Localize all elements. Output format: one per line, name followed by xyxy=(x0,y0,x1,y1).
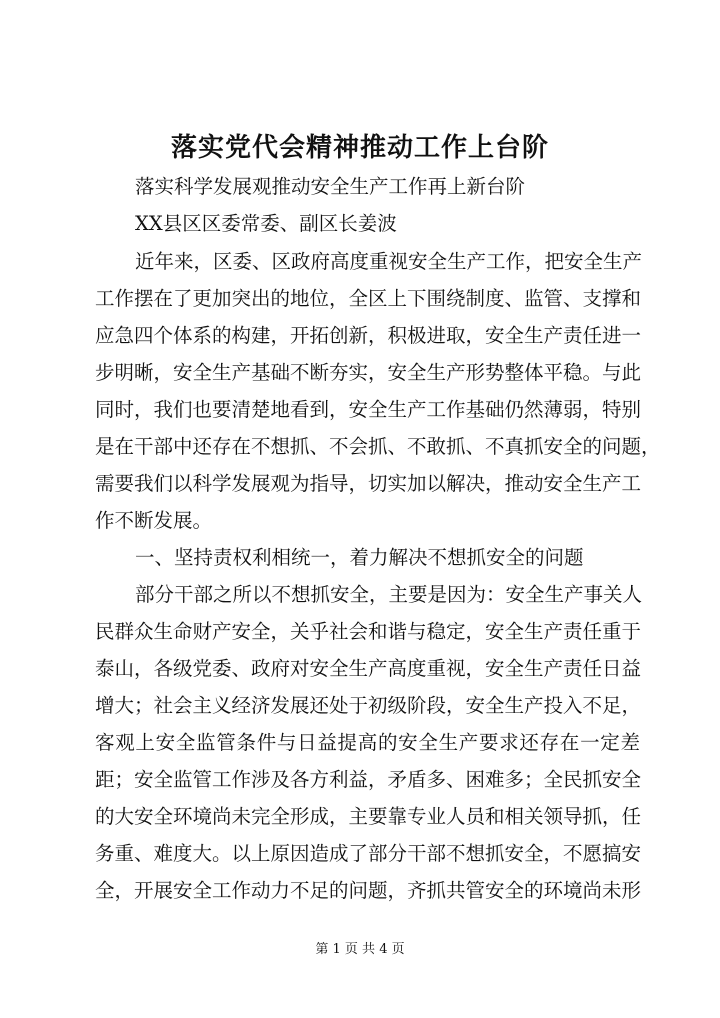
document-author: XX县区区委常委、副区长姜波 xyxy=(135,212,397,235)
paragraph-line: 步明晰，安全生产基础不断夯实，安全生产形势整体平稳。与此 xyxy=(95,361,642,384)
paragraph-line: 作不断发展。 xyxy=(95,509,213,532)
paragraph-line: 需要我们以科学发展观为指导，切实加以解决，推动安全生产工 xyxy=(95,472,642,495)
paragraph-line: 近年来，区委、区政府高度重视安全生产工作，把安全生产 xyxy=(135,250,643,273)
section-heading: 一、坚持责权利相统一，着力解决不想抓安全的问题 xyxy=(135,546,584,569)
document-title: 落实党代会精神推动工作上台阶 xyxy=(170,133,549,163)
paragraph-line: 部分干部之所以不想抓安全，主要是因为：安全生产事关人 xyxy=(135,583,643,606)
paragraph-line: 泰山，各级党委、政府对安全生产高度重视，安全生产责任日益 xyxy=(95,657,642,680)
page-number-footer: 第 1 页 共 4 页 xyxy=(315,942,405,957)
paragraph-line: 距；安全监管工作涉及各方利益，矛盾多、困难多；全民抓安全 xyxy=(95,768,642,791)
paragraph-line: 应急四个体系的构建，开拓创新，积极进取，安全生产责任进一 xyxy=(95,324,642,347)
paragraph-line: 客观上安全监管条件与日益提高的安全生产要求还存在一定差 xyxy=(95,731,640,754)
paragraph-line: 的大安全环境尚未完全形成，主要靠专业人员和相关领导抓，任 xyxy=(95,805,642,828)
paragraph-line: 工作摆在了更加突出的地位，全区上下围绕制度、监管、支撑和 xyxy=(95,287,642,310)
document-subtitle: 落实科学发展观推动安全生产工作再上新台阶 xyxy=(135,175,526,198)
paragraph-line: 是在干部中还存在不想抓、不会抓、不敢抓、不真抓安全的问题， xyxy=(95,435,661,458)
paragraph-line: 同时，我们也要清楚地看到，安全生产工作基础仍然薄弱，特别 xyxy=(95,398,642,421)
paragraph-line: 增大；社会主义经济发展还处于初级阶段，安全生产投入不足， xyxy=(95,694,642,717)
paragraph-line: 务重、难度大。以上原因造成了部分干部不想抓安全，不愿搞安 xyxy=(95,842,642,865)
paragraph-line: 全，开展安全工作动力不足的问题，齐抓共管安全的环境尚未形 xyxy=(95,879,642,902)
paragraph-line: 民群众生命财产安全，关乎社会和谐与稳定，安全生产责任重于 xyxy=(95,620,642,643)
